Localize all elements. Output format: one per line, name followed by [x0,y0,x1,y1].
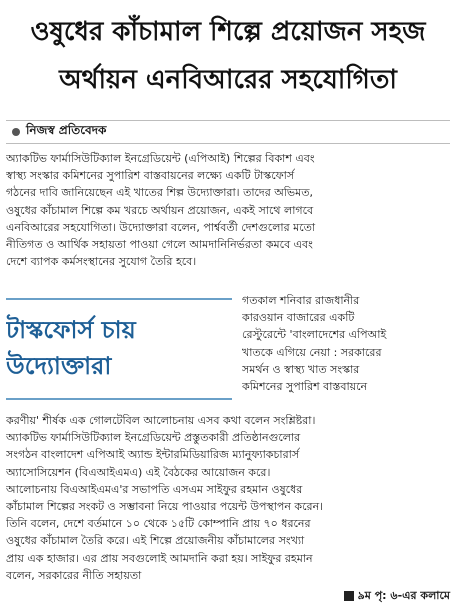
headline [6,8,450,104]
headline-line-1: ওষুধের কাঁচামাল শিল্পে প্রয়োজন সহজ [30,17,426,47]
subheading-line-2: উদ্যোক্তারা [6,352,112,380]
text-line: গঠনের দাবি জানিয়েছেন এই খাতের শিল্প উদ্যোক্তারা। তাদের অভিমত, [6,186,313,200]
text-line: তিনি বলেন, দেশে বর্তমানে ১০ থেকে ১৫টি কোম্পানি প্রায় ৭০ ধরনের [6,517,311,531]
text-line: অ্যাকটিভ ফার্মাসিউটিক্যাল ইনগ্রেডিয়েন্ট (এপিআই) শিল্পের বিকাশ এবং [6,152,315,165]
text-line: স্বাস্থ্য সংস্কার কমিশনের সুপারিশ বাস্তবায়নের লক্ষ্যে একটি টাস্কফোর্স [6,169,295,183]
text-line: গতকাল শনিবার রাজধানীর [242,294,360,307]
text-line: অ্যাকটিভ ফার্মাসিউটিক্যাল ইনগ্রেডিয়েন্ট প্রস্তুতকারী প্রতিষ্ঠানগুলোর [6,431,301,445]
text-line: ওষুধের কাঁচামাল শিল্পে কম খরচে অর্থায়ন প্রয়োজন, একই সাথে লাগবে [6,203,314,217]
text-line: কমিশনের সুপারিশ বাস্তবায়নে [242,380,368,394]
text-line: খাতকে এগিয়ে নেয়া : সরকারের [242,345,382,359]
text-line: সংগঠন বাংলাদেশ এপিআই অ্যান্ড ইন্টারমিডিয়ারিজ ম্যানুফ্যাকচারার্স [6,448,300,462]
text-line: প্রায় এক হাজার। এর প্রায় সবগুলোই আমদানি করা হয়। সাইফুর রহমান [6,551,313,565]
text-line: অ্যাসোসিয়েশন (বিএআইএমএ) এই বৈঠকের আয়োজন করে। [6,465,271,479]
headline-line-2: অর্থায়ন এনবিআরের সহযোগিতা [59,65,397,95]
byline [6,120,450,144]
subheading-line-1: টাস্কফোর্স চায় [6,316,136,344]
text-line: দেশে ব্যাপক কর্মসংস্থানের সুযোগ তৈরি হবে। [6,255,197,269]
text-line: নীতিগত ও আর্থিক সহায়তা পাওয়া গেলে আমদানিনির্ভরতা কমবে এবং [6,238,313,252]
text-line: ওষুধের কাঁচামাল তৈরি করে। এই শিল্পে প্রয়োজনীয় কাঁচামালের সংখ্যা [6,534,305,548]
side-paragraph [242,292,450,395]
square-bullet-icon [344,591,354,601]
body-paragraph [6,412,450,584]
text-line: আলোচনায় বিএআইএমএ'র সভাপতি এসএম সাইফুর রহমান ওষুধের [6,482,303,496]
continuation-text: ৯ম পৃ: ৬-এর কলামে [357,588,450,602]
text-line: কারওয়ান বাজারের একটি [242,311,355,325]
continuation-note [344,586,450,606]
text-line: সমর্থন ও স্বাস্থ্য খাত সংস্কার [242,362,360,376]
byline-text: নিজস্ব প্রতিবেদক [26,123,107,137]
text-line: এনবিআরের সহযোগিতা। উদ্যোক্তারা বলেন, পার্শ্ববর্তী দেশগুলোর মতো [6,220,316,234]
text-line: রেস্টুরেন্টে 'বাংলাদেশের এপিআই [242,328,387,342]
text-line: বলেন, সরকারের নীতি সহায়তা [6,568,142,582]
text-line: করণীয়' শীর্ষক এক গোলটেবিল আলোচনায় এসব কথা বলেন সংশ্লিষ্টরা। [6,414,316,427]
intro-paragraph [6,150,450,270]
subheading [6,298,232,400]
text-line: কাঁচামাল শিল্পের সংকট ও সম্ভাবনা নিয়ে পাওয়ার পয়েন্ট উপস্থাপন করেন। [6,500,324,514]
bullet-icon [12,128,20,136]
